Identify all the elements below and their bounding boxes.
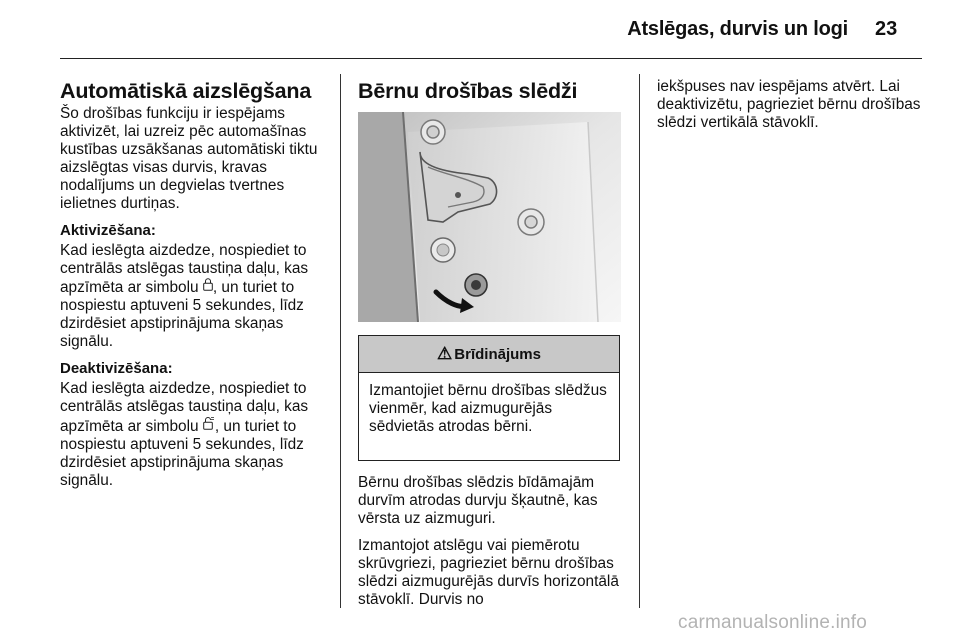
running-header-title: Atslēgas, durvis un logi: [627, 18, 848, 40]
watermark: carmanualsonline.info: [678, 612, 868, 633]
child-lock-instructions-paragraph: Izmantojot atslēgu vai piemērotu skrūvgriezi, pagrieziet bērnu drošības slēdzi aizmugurējās durvīs horizontālā stāvoklī. Durvis no: [358, 537, 619, 608]
section-heading-auto-lock: Automātiskā aizslēgšana: [60, 79, 312, 103]
right-column: [657, 78, 929, 141]
activation-paragraph: Kad ieslēgta aizdedze, nospiediet to centrālās atslēgas taustiņa daļu, kas apzīmēta ar simbolu , un turiet to nospiestu aptuveni 5 sekundes, līdz dzirdēsiet apstiprinājuma skaņas signālu.: [60, 242, 309, 350]
warning-box: [358, 335, 620, 461]
section-heading-child-locks: Bērnu drošības slēdži: [358, 79, 578, 103]
child-lock-location-paragraph: Bērnu drošības slēdzis bīdāmajām durvīm atrodas durvju šķautnē, kas vērsta uz aizmuguri.: [358, 474, 598, 527]
deactivation-paragraph: Kad ieslēgta aizdedze, nospiediet to centrālās atslēgas taustiņa daļu, kas apzīmēta ar simbolu , un turiet to nospiestu aptuveni 5 sekundes, līdz dzirdēsiet apstiprinājuma skaņas signālu.: [60, 380, 309, 489]
warning-title: Brīdinājums: [454, 345, 541, 363]
unlock-icon: [203, 416, 215, 435]
column-divider-right: [639, 74, 640, 608]
warning-triangle-icon: ⚠: [437, 344, 453, 363]
deactivation-label: Deaktivizēšana:: [60, 360, 173, 377]
intro-paragraph: Šo drošības funkciju ir iespējams aktivizēt, lai uzreiz pēc automašīnas kustības uzsākšanas automātiski tiktu aizslēgtas visas durvis, kravas nodalījums un degvielas tvertnes ielietnes durtiņas.: [60, 105, 318, 212]
middle-column-body: [358, 474, 630, 618]
activation-label: Aktivizēšana:: [60, 222, 156, 239]
child-lock-illustration: [358, 112, 621, 322]
column-divider-left: [340, 74, 341, 608]
header-rule: [60, 58, 922, 59]
warning-text: Izmantojiet bērnu drošības slēdžus vienmēr, kad aizmugurējās sēdvietās atrodas bērni.: [369, 382, 607, 435]
page-number: 23: [875, 18, 898, 40]
left-column: [60, 78, 332, 499]
child-lock-continuation-paragraph: iekšpuses nav iespējams atvērt. Lai deaktivizētu, pagrieziet bērnu drošības slēdzi vertikālā stāvoklī.: [657, 78, 921, 131]
lock-icon: [203, 278, 213, 296]
middle-column-heading-block: [358, 78, 630, 105]
warning-header: [359, 336, 619, 373]
